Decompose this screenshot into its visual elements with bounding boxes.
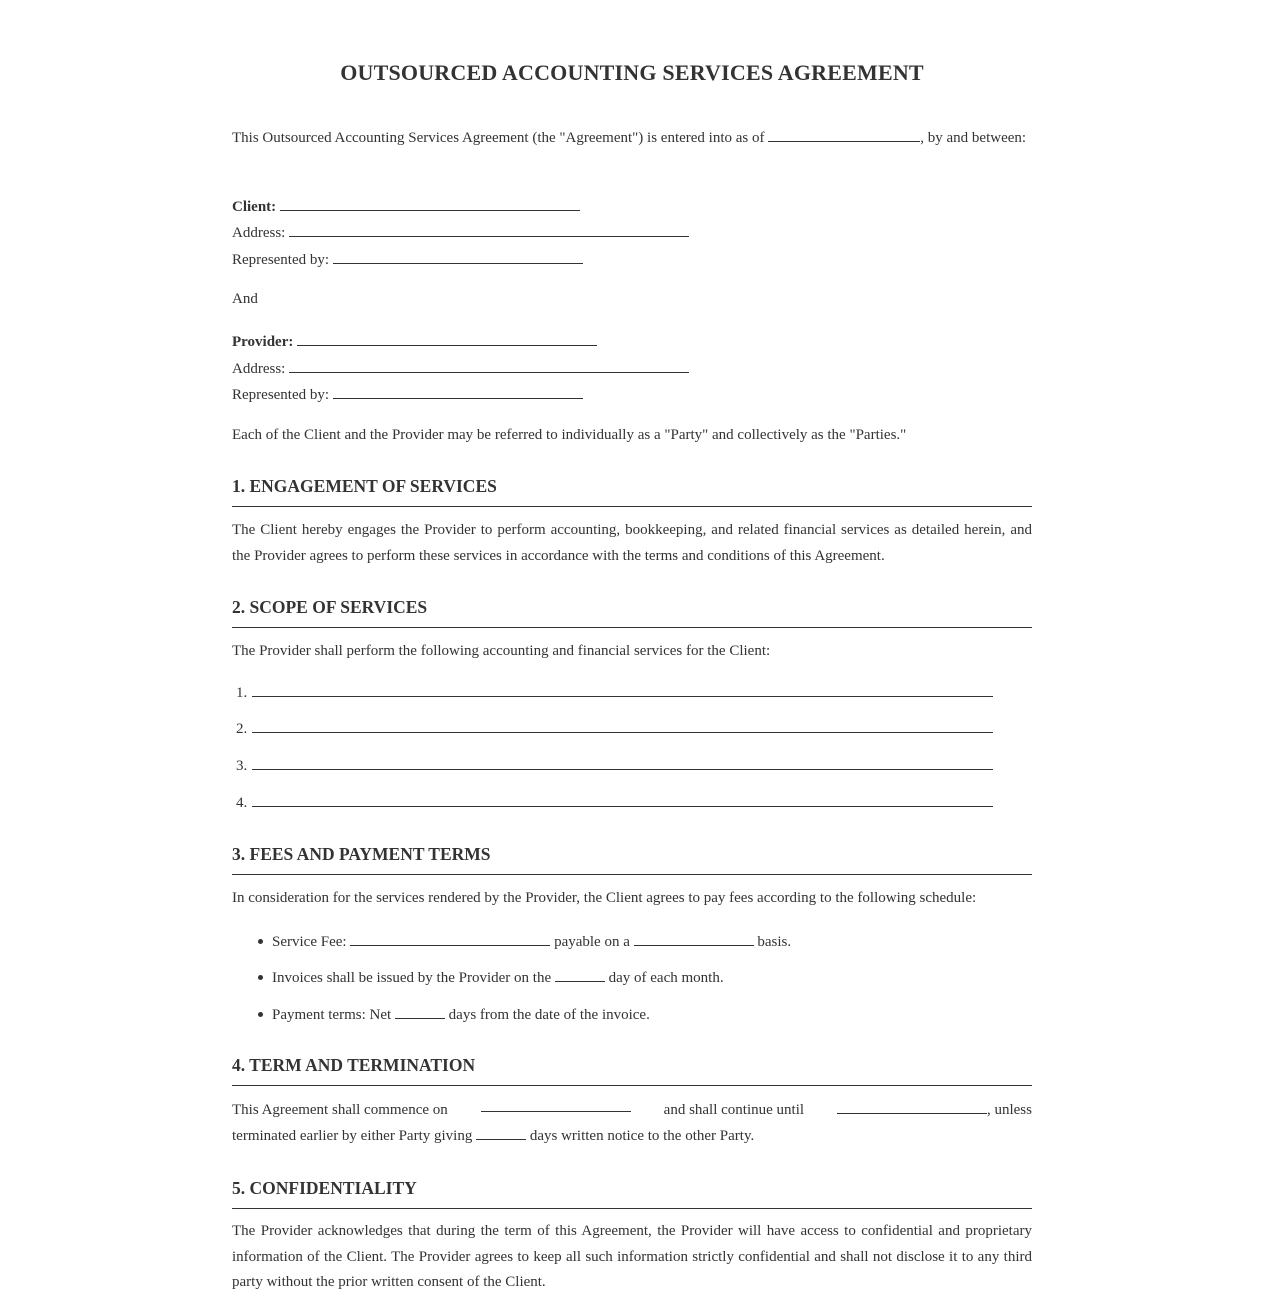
section-3-heading [232, 844, 1032, 875]
provider-name-blank[interactable] [297, 331, 597, 346]
section-3-heading-text: 3. FEES AND PAYMENT TERMS [232, 844, 491, 864]
notice-suffix: days written notice to the other Party. [529, 1128, 755, 1144]
payment-basis-blank[interactable] [634, 931, 754, 946]
net-days-blank[interactable] [395, 1004, 445, 1019]
notice-days-blank[interactable] [476, 1125, 526, 1140]
section-2-body: The Provider shall perform the following accounting and financial services for the Client: [232, 643, 771, 659]
invoice-day-suffix: day of each month. [608, 970, 724, 986]
provider-address-line [232, 358, 689, 379]
provider-address-blank[interactable] [289, 358, 689, 373]
fee-bullet-1-text [272, 931, 791, 952]
provider-represented-line [232, 384, 583, 405]
fee-bullet-3-text [272, 1004, 650, 1025]
invoice-day-blank[interactable] [555, 967, 605, 982]
service-item-number: 3. [236, 758, 248, 774]
client-represented-label: Represented by: [232, 252, 330, 268]
agreement-date-blank[interactable] [768, 127, 920, 142]
client-name-line [232, 196, 580, 217]
and-text: And [232, 291, 258, 307]
payment-terms-suffix: days from the date of the invoice. [448, 1007, 650, 1023]
client-address-line [232, 222, 689, 243]
unless-label: , unless [986, 1102, 1032, 1118]
service-item-blank[interactable] [252, 806, 993, 807]
provider-represented-label: Represented by: [232, 387, 330, 403]
provider-label: Provider: [232, 334, 294, 350]
client-address-blank[interactable] [289, 222, 689, 237]
client-represented-blank[interactable] [333, 249, 583, 264]
termination-label: terminated earlier by either Party giving [232, 1128, 473, 1144]
bullet-icon [258, 939, 263, 944]
service-item-blank[interactable] [252, 696, 993, 697]
section-2-heading [232, 597, 1032, 628]
invoice-label: Invoices shall be issued by the Provider on the [272, 970, 552, 986]
section-4-heading [232, 1055, 1032, 1086]
section-1-body: The Client hereby engages the Provider to perform accounting, bookkeeping, and related financial services as detailed herein, and the Provider agrees to perform these services in accordance with the terms and conditions of this Agreement. [232, 522, 1032, 564]
service-item-number: 2. [236, 721, 248, 737]
section-5-heading [232, 1178, 1032, 1209]
intro-text-1: This Outsourced Accounting Services Agreement (the "Agreement") is entered into as of [232, 130, 765, 146]
client-label: Client: [232, 199, 277, 215]
bullet-icon [258, 1012, 263, 1017]
provider-address-label: Address: [232, 361, 286, 377]
client-address-label: Address: [232, 225, 286, 241]
provider-represented-blank[interactable] [333, 384, 583, 399]
service-fee-label: Service Fee: [272, 934, 347, 950]
document-title: OUTSOURCED ACCOUNTING SERVICES AGREEMENT [340, 60, 924, 85]
section-4-body [232, 1097, 1032, 1149]
client-represented-line [232, 249, 583, 270]
end-date-blank[interactable] [837, 1099, 987, 1114]
client-name-blank[interactable] [280, 196, 580, 211]
intro-paragraph [232, 125, 1032, 151]
service-item-number: 4. [236, 795, 248, 811]
payment-terms-label: Payment terms: Net [272, 1007, 392, 1023]
bullet-icon [258, 975, 263, 980]
service-fee-blank[interactable] [350, 931, 550, 946]
commence-date-blank[interactable] [481, 1097, 631, 1112]
continue-label: and shall continue until [663, 1102, 805, 1118]
service-item-blank[interactable] [252, 732, 993, 733]
payable-label: payable on a [554, 934, 630, 950]
section-5-body: The Provider acknowledges that during the term of this Agreement, the Provider will have access to confidential and proprietary information of the Client. The Provider agrees to keep all such information strictly confidential and shall not disclose it to any third party without the prior written consent of the Client. [232, 1223, 1032, 1290]
section-5-heading-text: 5. CONFIDENTIALITY [232, 1178, 417, 1198]
section-1-heading [232, 476, 1032, 507]
service-item-blank[interactable] [252, 769, 993, 770]
section-2-heading-text: 2. SCOPE OF SERVICES [232, 597, 428, 617]
parties-text: Each of the Client and the Provider may be referred to individually as a "Party" and collectively as the "Parties." [232, 427, 907, 443]
basis-label: basis. [757, 934, 792, 950]
commence-label: This Agreement shall commence on [232, 1102, 448, 1118]
intro-text-2: , by and between: [920, 130, 1027, 146]
provider-name-line [232, 331, 597, 352]
section-3-body: In consideration for the services rendered by the Provider, the Client agrees to pay fees according to the following schedule: [232, 890, 977, 906]
section-4-heading-text: 4. TERM AND TERMINATION [232, 1055, 476, 1075]
section-1-heading-text: 1. ENGAGEMENT OF SERVICES [232, 476, 497, 496]
service-item-number: 1. [236, 685, 248, 701]
fee-bullet-2-text [272, 967, 724, 988]
